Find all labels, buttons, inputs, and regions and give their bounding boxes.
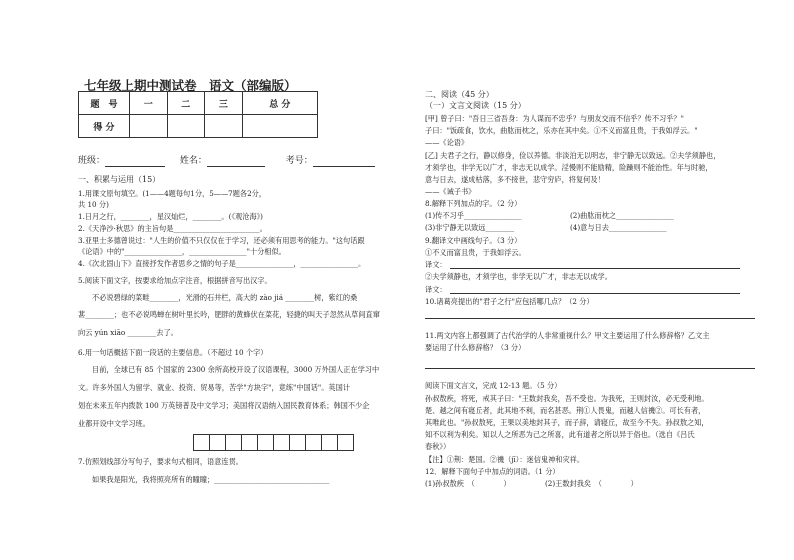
section-heading: 二、阅读（45 分） [425, 90, 494, 99]
answer-box[interactable] [305, 434, 322, 451]
passage-text: 才须学也，非学无以广才，非志无以成学。淫慢则不能励精，险躁则不能治性。年与时驰， [425, 163, 713, 172]
subsection-heading: （一）文言文阅读（15 分） [425, 101, 526, 110]
answer-box[interactable] [273, 434, 290, 451]
answer-box[interactable] [225, 434, 242, 451]
question-text: 《论语》中的"________________，________________"十分相似。 [78, 247, 286, 256]
question-text: 1.用课文原句填空。(1——4题每句1分，5——7题各2分， [78, 189, 267, 198]
passage-text: 划在未来五年内拨款 100 万英镑普及中文学习；美国将汉语纳入国民教育体系；韩国不少企 [78, 401, 370, 410]
answer-line[interactable] [450, 268, 740, 269]
question-text: (1)孙叔敖疾 （ ） [425, 479, 511, 488]
question-text: 5.阅读下面文字，按要求给加点字注音，根据拼音写出汉字。 [78, 276, 272, 285]
score-cell: 三 [205, 92, 243, 115]
passage-text: 孙叔敖疾，将死，戒其子曰："王数封我矣，吾不受也。为我死，王则封汝，必无受利地。 [425, 394, 709, 403]
score-cell: 题 号 [79, 92, 130, 115]
question-text: 3.亚里士多德曾说过："人生的价值不只仅仅在于学习，还必须有用思考的能力。"这句话跟 [78, 236, 365, 245]
score-table-row [79, 115, 318, 138]
passage-text: [甲] 曾子曰："吾日三省吾身：为人谋而不忠乎？与朋友交而不信乎？传不习乎？" [425, 114, 684, 123]
student-info [78, 156, 375, 167]
score-cell [167, 115, 205, 138]
answer-box[interactable] [289, 434, 306, 451]
left-column [78, 0, 410, 560]
passage-text: 业都开设中文学习班。 [78, 419, 150, 428]
passage-source: ——《论语》 [425, 138, 469, 147]
passage-text: 春秋》） [425, 442, 451, 451]
class-field[interactable] [105, 158, 165, 167]
number-field[interactable] [313, 158, 375, 167]
question-text: (3)非宁静无以致远________ [425, 223, 515, 232]
translation-label: 译文： [425, 285, 447, 294]
score-table [78, 91, 318, 138]
answer-box[interactable] [321, 434, 338, 451]
passage-text: 子曰："饭疏食，饮水，曲肱而枕之，乐亦在其中矣。①不义而富且贵，于我如浮云。" [425, 126, 698, 135]
score-cell: 得 分 [79, 115, 130, 138]
passage-text: 知不以利为利矣。知以人之所恶为己之所喜，此有道者之所以异于俗也。（选自《吕氏 [425, 430, 695, 439]
question-text: 阅读下面文言文，完成 12-13 题。（5 分） [425, 381, 562, 390]
question-text: 6.用一句话概括下面一段话的主要信息。（不超过 10 个字） [78, 348, 268, 357]
passage-text: 其唯此也。"孙叔敖死，王果以美地封其子，而子辞，请寝丘，故至今不失。孙叔敖之知， [425, 418, 709, 427]
score-cell: 总 分 [242, 92, 317, 115]
question-text: 2.《天净沙·秋思》的主旨句是________________________。 [78, 224, 267, 233]
question-text: 共 10 分) [78, 200, 109, 209]
passage-text: 向云 yún xiāo ________去了。 [78, 328, 178, 337]
question-text: 4.《次北固山下》直接抒发作者思乡之情的句子是________________，________________。 [78, 259, 366, 268]
question-text: (2)曲肱而枕之________________ [570, 211, 674, 220]
answer-box[interactable] [193, 434, 210, 451]
question-text: 12．解释下面句子中加点的词语。（1 分） [425, 467, 560, 476]
passage-text: [乙] 夫君子之行，静以修身，俭以养德。非淡泊无以明志，非宁静无以致远。②夫学须静也， [425, 151, 721, 160]
question-text: ①不义而富且贵，于我如浮云。 [425, 248, 526, 257]
question-text: 11.两文内容上都强调了古代治学的人非常重视什么？甲文主要运用了什么修辞格？乙文主 [425, 331, 710, 340]
answer-box[interactable] [209, 434, 226, 451]
question-text: ②夫学须静也，才须学也，非学无以广才，非志无以成学。 [425, 272, 612, 281]
answer-box[interactable] [337, 434, 354, 451]
answer-line[interactable] [425, 368, 755, 369]
score-cell [205, 115, 243, 138]
question-text: 7.仿照划线部分写句子，要求句式相同，语意连贯。 [78, 457, 243, 466]
class-label: 班级： [78, 156, 106, 166]
score-cell: 二 [167, 92, 205, 115]
section-heading: 一、积累与运用（15） [78, 175, 161, 184]
question-text: 10.诸葛亮提出的"君子之行"应包括哪几点？（2 分） [425, 297, 594, 306]
passage-text: 葚________；也不必说鸣蝉在树叶里长吟，肥胖的黄蜂伏在菜花，轻捷的叫天子忽然从草间直窜 [78, 310, 380, 319]
score-cell: 一 [130, 92, 168, 115]
name-label: 姓名： [179, 156, 207, 166]
score-table-row [79, 92, 318, 115]
score-cell [130, 115, 168, 138]
question-text: (2)王数封我矣 （ ） [545, 479, 638, 488]
number-label: 考号： [285, 156, 313, 166]
answer-line[interactable] [450, 293, 740, 294]
passage-text: 意与日去，遂成枯落，多不接世，悲守穷庐，将复何及！ [425, 175, 605, 184]
question-text: (4)意与日去________________ [570, 223, 667, 232]
question-text: 要运用了什么修辞格？（3 分） [425, 343, 526, 352]
right-column [425, 0, 755, 560]
question-text: 1.日月之行，________，星汉灿烂，________。(《观沧海》) [78, 212, 263, 221]
question-text: 9.翻译文中画线句子。（3 分） [425, 236, 522, 245]
passage-text: 不必说碧绿的菜畦________，光滑的石井栏，高大的 zào jiá ________树，紫红的桑 [92, 293, 358, 302]
annotation-note: 【注】①荆：楚国。②禨（jī）：迷信鬼神和灾祥。 [425, 455, 585, 464]
question-text: (1)传不习乎________________ [425, 211, 522, 220]
translation-label: 译文： [425, 260, 447, 269]
passage-text: 楚、越之间有寝丘者，此其地不利，而名甚恶。荆①人畏鬼，而越人信禨②。可长有者， [425, 406, 706, 415]
answer-boxes[interactable] [193, 434, 353, 451]
score-cell [242, 115, 317, 138]
passage-text: 如果我是阳光，我将照亮所有的瞳瞳；________________________________ [92, 475, 330, 484]
name-field[interactable] [207, 158, 265, 167]
passage-text: 目前，全球已有 85 个国家的 2300 余所高校开设了汉语课程，3000 万外国人正在学习中 [92, 365, 380, 374]
exam-title: 七年级上期中测试卷 语文（部编版） [84, 78, 297, 93]
answer-box[interactable] [257, 434, 274, 451]
answer-line[interactable] [425, 318, 755, 319]
answer-box[interactable] [241, 434, 258, 451]
passage-source: ——《诫子书》 [425, 187, 476, 196]
passage-text: 文。许多外国人为留学、就业、投资、贸易等，苦学"方块字"，竟练"中国话"。英国计 [78, 383, 350, 392]
question-text: 8.解释下列加点的字。（2 分） [425, 199, 522, 208]
